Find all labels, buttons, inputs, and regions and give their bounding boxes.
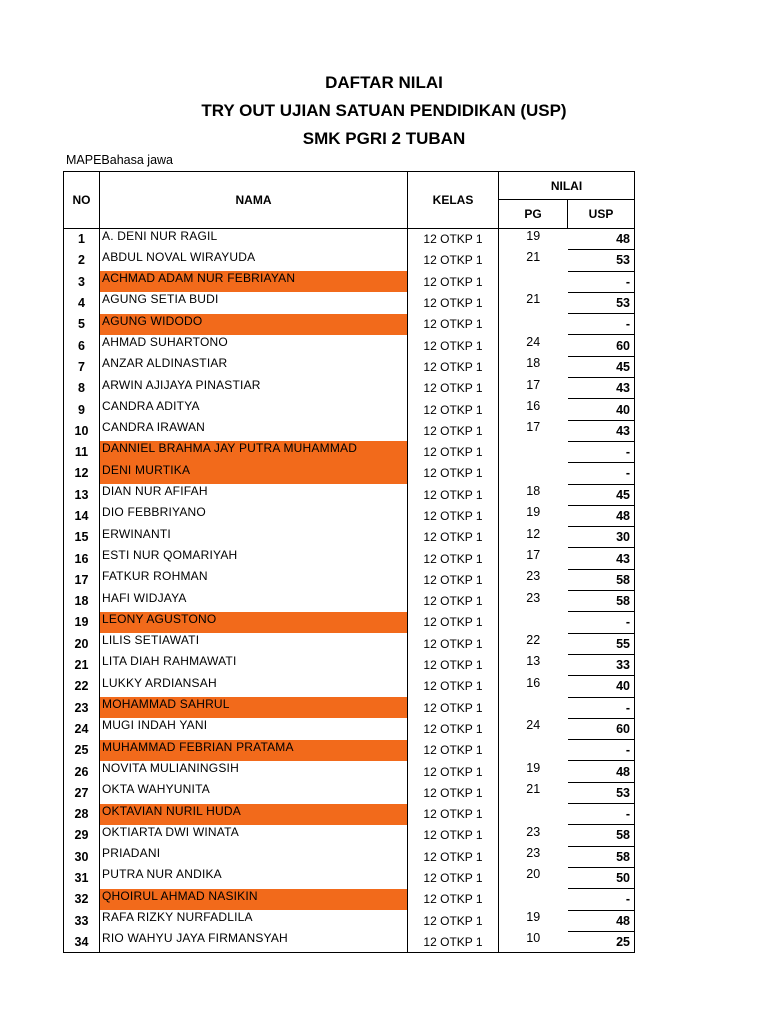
row-nama: CANDRA IRAWAN	[100, 420, 408, 441]
row-kelas: 12 OTKP 1	[408, 420, 499, 441]
row-nama: DIAN NUR AFIFAH	[100, 484, 408, 505]
school-name: SMK PGRI 2 TUBAN	[302, 129, 466, 148]
table-row	[64, 463, 635, 484]
row-kelas: 12 OTKP 1	[408, 292, 499, 313]
row-nama: OKTIARTA DWI WINATA	[100, 825, 408, 846]
row-nama: MUHAMMAD FEBRIAN PRATAMA	[100, 740, 408, 761]
row-no: 1	[64, 229, 100, 250]
row-no: 5	[64, 314, 100, 335]
row-usp: 53	[568, 292, 635, 313]
row-usp: -	[568, 740, 635, 761]
row-pg: 17	[499, 548, 568, 569]
row-no: 11	[64, 441, 100, 462]
row-nama: OKTAVIAN NURIL HUDA	[100, 804, 408, 825]
row-usp: 58	[568, 569, 635, 590]
row-nama: QHOIRUL AHMAD NASIKIN	[100, 889, 408, 910]
row-pg	[499, 889, 568, 910]
row-kelas: 12 OTKP 1	[408, 250, 499, 271]
row-usp: 25	[568, 931, 635, 952]
row-nama: LILIS SETIAWATI	[100, 633, 408, 654]
row-usp: 33	[568, 654, 635, 675]
col-header-nama: NAMA	[100, 172, 408, 229]
row-pg: 16	[499, 676, 568, 697]
row-usp: -	[568, 697, 635, 718]
row-no: 12	[64, 463, 100, 484]
table-row	[64, 804, 635, 825]
row-pg: 19	[499, 229, 568, 250]
row-nama: RIO WAHYU JAYA FIRMANSYAH	[100, 931, 408, 952]
row-usp: -	[568, 314, 635, 335]
row-nama: HAFI WIDJAYA	[100, 591, 408, 612]
row-nama: CANDRA ADITYA	[100, 399, 408, 420]
row-pg: 19	[499, 761, 568, 782]
row-pg: 24	[499, 718, 568, 739]
table-row	[64, 548, 635, 569]
table-row	[64, 527, 635, 548]
row-nama: DENI MURTIKA	[100, 463, 408, 484]
row-nama: AGUNG SETIA BUDI	[100, 292, 408, 313]
row-nama: ABDUL NOVAL WIRAYUDA	[100, 250, 408, 271]
row-kelas: 12 OTKP 1	[408, 335, 499, 356]
table-row	[64, 420, 635, 441]
row-kelas: 12 OTKP 1	[408, 867, 499, 888]
subject-label: MAPEBahasa jawa	[66, 153, 174, 167]
row-kelas: 12 OTKP 1	[408, 505, 499, 526]
row-pg: 23	[499, 846, 568, 867]
row-pg: 17	[499, 378, 568, 399]
row-nama: A. DENI NUR RAGIL	[100, 229, 408, 250]
row-pg: 19	[499, 910, 568, 931]
row-pg: 21	[499, 292, 568, 313]
document-subtitle: TRY OUT UJIAN SATUAN PENDIDIKAN (USP)	[201, 101, 567, 120]
row-usp: 48	[568, 229, 635, 250]
row-usp: -	[568, 463, 635, 484]
row-no: 10	[64, 420, 100, 441]
row-no: 8	[64, 378, 100, 399]
row-usp: -	[568, 612, 635, 633]
col-header-pg: PG	[499, 200, 568, 229]
row-nama: MUGI INDAH YANI	[100, 718, 408, 739]
row-usp: 45	[568, 484, 635, 505]
row-pg: 16	[499, 399, 568, 420]
row-no: 30	[64, 846, 100, 867]
row-kelas: 12 OTKP 1	[408, 676, 499, 697]
table-row	[64, 825, 635, 846]
row-usp: 45	[568, 356, 635, 377]
table-row	[64, 250, 635, 271]
row-usp: 40	[568, 676, 635, 697]
row-pg: 18	[499, 356, 568, 377]
row-usp: -	[568, 804, 635, 825]
row-pg: 17	[499, 420, 568, 441]
row-no: 26	[64, 761, 100, 782]
row-kelas: 12 OTKP 1	[408, 399, 499, 420]
row-usp: 30	[568, 527, 635, 548]
row-kelas: 12 OTKP 1	[408, 229, 499, 250]
row-kelas: 12 OTKP 1	[408, 356, 499, 377]
row-nama: ANZAR ALDINASTIAR	[100, 356, 408, 377]
row-pg: 12	[499, 527, 568, 548]
row-kelas: 12 OTKP 1	[408, 527, 499, 548]
row-pg: 23	[499, 825, 568, 846]
row-kelas: 12 OTKP 1	[408, 761, 499, 782]
row-no: 9	[64, 399, 100, 420]
row-pg	[499, 441, 568, 462]
row-nama: LEONY AGUSTONO	[100, 612, 408, 633]
row-pg: 23	[499, 569, 568, 590]
row-no: 13	[64, 484, 100, 505]
table-row	[64, 591, 635, 612]
row-no: 4	[64, 292, 100, 313]
row-no: 34	[64, 931, 100, 952]
row-no: 3	[64, 271, 100, 292]
row-kelas: 12 OTKP 1	[408, 782, 499, 803]
row-pg	[499, 314, 568, 335]
row-kelas: 12 OTKP 1	[408, 931, 499, 952]
row-no: 2	[64, 250, 100, 271]
row-pg	[499, 740, 568, 761]
row-pg: 21	[499, 250, 568, 271]
row-kelas: 12 OTKP 1	[408, 548, 499, 569]
row-kelas: 12 OTKP 1	[408, 612, 499, 633]
row-kelas: 12 OTKP 1	[408, 654, 499, 675]
row-kelas: 12 OTKP 1	[408, 697, 499, 718]
row-pg: 13	[499, 654, 568, 675]
table-row	[64, 484, 635, 505]
row-kelas: 12 OTKP 1	[408, 804, 499, 825]
table-row	[64, 271, 635, 292]
row-no: 22	[64, 676, 100, 697]
row-kelas: 12 OTKP 1	[408, 740, 499, 761]
row-pg: 23	[499, 591, 568, 612]
col-header-nilai: NILAI	[499, 172, 635, 200]
row-no: 7	[64, 356, 100, 377]
row-no: 20	[64, 633, 100, 654]
row-no: 17	[64, 569, 100, 590]
col-header-kelas: KELAS	[408, 172, 499, 229]
row-no: 24	[64, 718, 100, 739]
row-pg: 24	[499, 335, 568, 356]
table-row	[64, 676, 635, 697]
table-row	[64, 441, 635, 462]
row-no: 33	[64, 910, 100, 931]
row-kelas: 12 OTKP 1	[408, 591, 499, 612]
row-nama: DANNIEL BRAHMA JAY PUTRA MUHAMMAD	[100, 441, 408, 462]
row-no: 29	[64, 825, 100, 846]
col-header-usp: USP	[568, 200, 635, 229]
row-pg: 22	[499, 633, 568, 654]
row-usp: 53	[568, 782, 635, 803]
table-row	[64, 740, 635, 761]
row-usp: -	[568, 889, 635, 910]
row-pg: 19	[499, 505, 568, 526]
row-usp: 58	[568, 591, 635, 612]
row-kelas: 12 OTKP 1	[408, 271, 499, 292]
table-row	[64, 782, 635, 803]
row-pg: 10	[499, 931, 568, 952]
row-nama: PRIADANI	[100, 846, 408, 867]
row-nama: DIO FEBBRIYANO	[100, 505, 408, 526]
row-no: 15	[64, 527, 100, 548]
row-pg	[499, 697, 568, 718]
row-kelas: 12 OTKP 1	[408, 910, 499, 931]
row-nama: ERWINANTI	[100, 527, 408, 548]
table-row	[64, 846, 635, 867]
row-nama: FATKUR ROHMAN	[100, 569, 408, 590]
table-row	[64, 399, 635, 420]
table-row	[64, 612, 635, 633]
row-nama: MOHAMMAD SAHRUL	[100, 697, 408, 718]
table-row	[64, 505, 635, 526]
table-row	[64, 378, 635, 399]
table-row	[64, 718, 635, 739]
table-row	[64, 229, 635, 250]
col-header-no: NO	[64, 172, 100, 229]
row-kelas: 12 OTKP 1	[408, 569, 499, 590]
row-usp: -	[568, 441, 635, 462]
row-pg	[499, 463, 568, 484]
row-usp: 58	[568, 825, 635, 846]
row-usp: 53	[568, 250, 635, 271]
row-no: 21	[64, 654, 100, 675]
row-nama: ACHMAD ADAM NUR FEBRIAYAN	[100, 271, 408, 292]
row-no: 27	[64, 782, 100, 803]
row-nama: ESTI NUR QOMARIYAH	[100, 548, 408, 569]
table-row	[64, 910, 635, 931]
row-pg: 21	[499, 782, 568, 803]
row-no: 16	[64, 548, 100, 569]
row-no: 25	[64, 740, 100, 761]
table-row	[64, 867, 635, 888]
row-usp: 48	[568, 505, 635, 526]
table-row	[64, 697, 635, 718]
row-usp: 40	[568, 399, 635, 420]
row-no: 14	[64, 505, 100, 526]
row-usp: 43	[568, 548, 635, 569]
table-row	[64, 889, 635, 910]
row-usp: 60	[568, 335, 635, 356]
row-kelas: 12 OTKP 1	[408, 846, 499, 867]
row-no: 32	[64, 889, 100, 910]
row-no: 28	[64, 804, 100, 825]
table-row	[64, 356, 635, 377]
row-usp: 58	[568, 846, 635, 867]
row-pg: 20	[499, 867, 568, 888]
table-row	[64, 569, 635, 590]
row-nama: AGUNG WIDODO	[100, 314, 408, 335]
row-kelas: 12 OTKP 1	[408, 441, 499, 462]
row-pg	[499, 804, 568, 825]
row-nama: AHMAD SUHARTONO	[100, 335, 408, 356]
row-no: 6	[64, 335, 100, 356]
row-usp: 43	[568, 420, 635, 441]
row-nama: RAFA RIZKY NURFADLILA	[100, 910, 408, 931]
row-no: 18	[64, 591, 100, 612]
row-nama: LUKKY ARDIANSAH	[100, 676, 408, 697]
row-kelas: 12 OTKP 1	[408, 484, 499, 505]
row-nama: PUTRA NUR ANDIKA	[100, 867, 408, 888]
row-kelas: 12 OTKP 1	[408, 825, 499, 846]
table-row	[64, 292, 635, 313]
row-pg: 18	[499, 484, 568, 505]
row-kelas: 12 OTKP 1	[408, 378, 499, 399]
row-usp: 43	[568, 378, 635, 399]
row-usp: 48	[568, 761, 635, 782]
row-kelas: 12 OTKP 1	[408, 718, 499, 739]
row-usp: 55	[568, 633, 635, 654]
row-kelas: 12 OTKP 1	[408, 314, 499, 335]
row-pg	[499, 271, 568, 292]
row-usp: -	[568, 271, 635, 292]
grades-table	[63, 171, 635, 953]
table-row	[64, 314, 635, 335]
table-row	[64, 654, 635, 675]
document-title: DAFTAR NILAI	[325, 73, 443, 92]
row-no: 23	[64, 697, 100, 718]
row-pg	[499, 612, 568, 633]
row-no: 19	[64, 612, 100, 633]
table-row	[64, 931, 635, 952]
row-usp: 48	[568, 910, 635, 931]
table-row	[64, 335, 635, 356]
row-kelas: 12 OTKP 1	[408, 633, 499, 654]
row-nama: ARWIN AJIJAYA PINASTIAR	[100, 378, 408, 399]
table-row	[64, 633, 635, 654]
row-nama: NOVITA MULIANINGSIH	[100, 761, 408, 782]
row-no: 31	[64, 867, 100, 888]
row-usp: 60	[568, 718, 635, 739]
row-nama: LITA DIAH RAHMAWATI	[100, 654, 408, 675]
row-usp: 50	[568, 867, 635, 888]
row-kelas: 12 OTKP 1	[408, 463, 499, 484]
row-nama: OKTA WAHYUNITA	[100, 782, 408, 803]
row-kelas: 12 OTKP 1	[408, 889, 499, 910]
table-row	[64, 761, 635, 782]
